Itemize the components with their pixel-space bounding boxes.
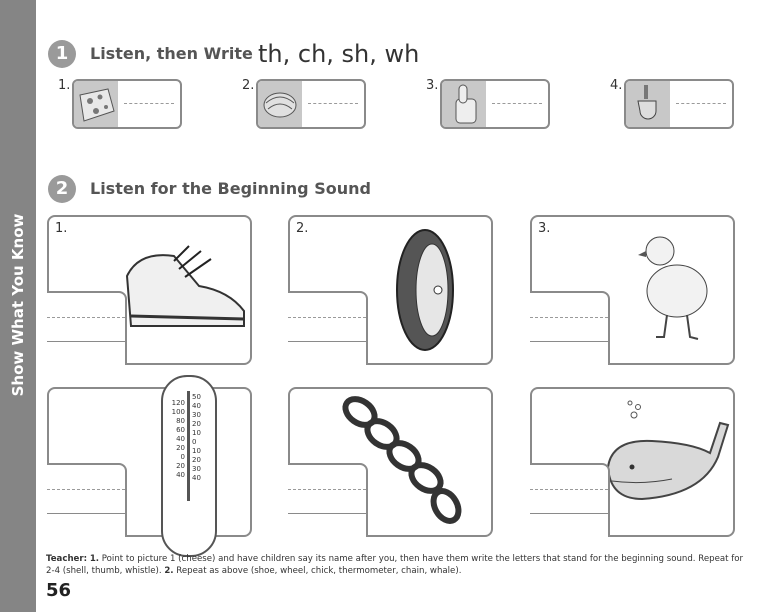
answer-tab-5[interactable] <box>288 463 368 537</box>
section2-title: Listen for the Beginning Sound <box>90 179 371 198</box>
picture-number-2: 2. <box>296 221 309 236</box>
teacher-label: Teacher: <box>46 554 88 564</box>
write-line-4 <box>676 103 726 104</box>
whale-icon <box>602 395 732 515</box>
picture-box-5[interactable] <box>288 387 493 537</box>
write-item-number-3: 3. <box>426 78 439 93</box>
teacher-instruction-1: Point to picture 1 (cheese) and have children say its name after you, then have them write the letters that stand for the beginning sound. Repeat for 2-4 (shell, thumb, whistle). <box>46 554 744 576</box>
sidebar-title: Show What You Know <box>9 213 27 397</box>
write-line-1 <box>124 103 174 104</box>
chick-icon <box>632 229 722 349</box>
answer-tab-4[interactable] <box>47 463 127 537</box>
cheese-icon <box>74 81 118 127</box>
picture-number-1: 1. <box>55 221 68 236</box>
answer-tab-2[interactable] <box>288 291 368 365</box>
thumb-icon <box>442 81 486 127</box>
write-line-2 <box>308 103 358 104</box>
write-box-4[interactable] <box>624 79 734 129</box>
write-item-number-1: 1. <box>58 78 71 93</box>
write-line-3 <box>492 103 542 104</box>
shell-icon <box>258 81 302 127</box>
write-box-2[interactable] <box>256 79 366 129</box>
thermometer-icon: 120 100 80 60 40 20 0 20 40 50 40 30 20 10 0 10 20 30 40 <box>161 375 217 557</box>
picture-number-3: 3. <box>538 221 551 236</box>
shoe-icon <box>119 231 249 336</box>
write-box-3[interactable] <box>440 79 550 129</box>
picture-box-2[interactable] <box>288 215 493 365</box>
write-item-number-2: 2. <box>242 78 255 93</box>
answer-tab-1[interactable] <box>47 291 127 365</box>
write-box-1[interactable] <box>72 79 182 129</box>
teacher-note: Teacher: 1. Point to picture 1 (cheese) and have children say its name after you, then have them write the letters that stand for the beginning sound. Repeat for 2-4 (shell, thumb, whistle). 2. Repeat as above (shoe, wheel, chick, thermometer, chain, whale). <box>46 554 744 576</box>
sidebar <box>0 0 36 612</box>
section1-letters: th, ch, sh, wh <box>258 40 420 68</box>
section2-number: 2 <box>48 175 76 203</box>
picture-box-1[interactable] <box>47 215 252 365</box>
answer-tab-3[interactable] <box>530 291 610 365</box>
picture-box-3[interactable] <box>530 215 735 365</box>
whistle-icon <box>626 81 670 127</box>
answer-tab-6[interactable] <box>530 463 610 537</box>
write-item-number-4: 4. <box>610 78 623 93</box>
wheel-icon <box>390 225 460 355</box>
teacher-instruction-2: Repeat as above (shoe, wheel, chick, thermometer, chain, whale). <box>173 566 462 576</box>
section1-number: 1 <box>48 40 76 68</box>
picture-box-6[interactable] <box>530 387 735 537</box>
picture-box-4[interactable] <box>47 387 252 537</box>
section1-title: Listen, then Write <box>90 44 253 63</box>
page-number: 56 <box>46 580 72 601</box>
